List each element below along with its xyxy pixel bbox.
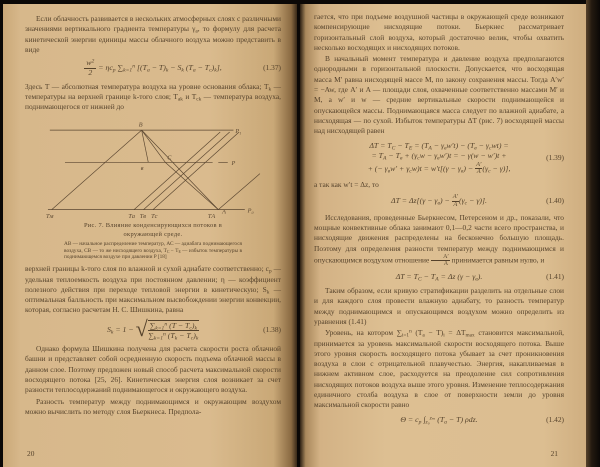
paragraph: Если облачность развивается в нескольких атмосферных слоях с различными значениями вертикального градиента температуры $\gamma_а$, то формулу для расчета кинетической энергии единицы массы облачного воздуха можно представить в виде (25, 14, 281, 54)
paragraph: Исследования, проведенные Бьеркнесом, Петерсеном и др., показали, что мощные конвективные облака занимают 0,1—0,2 части всего пространства, и нисходящие движения распределены на бесконечно большую площадь. Поэтому для определения разности температур между поднимающимся и опускающимся воздухом отношение $\frac{A'}{A}$ принимается равным нулю, и (314, 212, 564, 268)
page-number: 21 (550, 449, 558, 458)
svg-text:C: C (167, 154, 172, 162)
equation-1-42 (314, 415, 564, 426)
sqrt-radical: √ $\sum_{k=1}^n$ $(T - T_с)_k$ $\sum_{k=1}^n$ $(T_k - T_с)_k$ (135, 315, 199, 342)
svg-text:P₁: P₁ (235, 128, 242, 136)
paragraph: Здесь T — абсолютная температура воздуха на уровне основания облака; $T_k$ — температуры на верхней границе k-того слоя; $T_{аk}$ и $T_{сk}$ — температура воздуха, поднимающегося от нижней до (25, 81, 281, 112)
equation-1-37 (25, 59, 281, 77)
equation-number: (1.37) (263, 63, 281, 73)
equation-number: (1.41) (546, 271, 564, 281)
right-page (300, 4, 586, 467)
paragraph: Однако формула Шишкина получена для расчета скорости роста облачной башни и представляет собой осредненную скорость подъема облачной массы в данном слое. Поэтому предложен новый способ расчета максимальной скорости восходящего потока [25, 26]. Кинетическая энергия слоя возникает за счет разности теплосодержаний поднимающегося и окружающего воздуха. (25, 344, 281, 395)
equation-1-38 (25, 315, 281, 342)
svg-text:Tа: Tа (128, 213, 135, 221)
equation-body: $\Theta = c_p$ $\int_{z_0}^{z_m}$ $(T_а - T)$ ρdz. (400, 414, 478, 426)
equation-1-39 (314, 141, 564, 176)
adiabat-lines (52, 131, 260, 211)
svg-text:Tв: Tв (139, 213, 146, 221)
left-page-content (3, 4, 297, 417)
svg-text:Tс: Tс (151, 213, 158, 221)
equation-number: (1.42) (546, 414, 564, 424)
equation-body: $\Delta T = T_С - T_А = \Delta z$ $(\gamma - \gamma_в)$. (395, 271, 483, 283)
svg-text:Tм: Tм (46, 213, 54, 221)
equation-number: (1.39) (546, 153, 564, 163)
left-page (3, 4, 297, 467)
svg-text:P₀: P₀ (247, 207, 254, 215)
equation-number: (1.38) (263, 324, 281, 334)
equation-lhs: $S_k = 1$ − (106, 324, 136, 336)
fraction: $\sum_{k=1}^n$ $(T - T_с)_k$ $\sum_{k=1}^n$ $(T_k - T_с)_k$ (148, 320, 199, 342)
equation-body: $\Delta T = \Delta z[(\gamma - \gamma_в)$ − $\frac{A'}{A}$ $(\gamma_с - \gamma)$]. (391, 193, 487, 208)
paragraph: В начальный момент температура и давление воздуха предполагаются однородными в горизонтальной плоскости. Допускается, что восходящая масса M′ равна нисходящей массе M, по закону сохранения массы. Тогда A′w′ = −Aw, где A′ и A — площади слоя, охваченные соответственно массами M′ и M, а w′ и w — средние вертикальные скорости поднимающейся и опускающейся массы. Поднимающаяся масса следует по влажной адиабате, а нисходящая — по сухой. Избыток температуры ΔT (рис. 7) восходящей массы над нисходящей равен (314, 54, 564, 136)
svg-text:B: B (138, 121, 143, 129)
fraction: $\frac{w^2}{2}$ (86, 58, 95, 78)
figure-legend: АВ — начальное распределение температур, АС — адиабата поднимающегося воздуха, СВ — то же нисходящего воздуха, $T_С - T_Е$ — избыток температуры в поднимающемся воздухе при давлении P [18] (64, 240, 243, 261)
paragraph: гается, что при подъеме воздушной частицы в окружающей среде возникают компенсирующие нисходящие потоки. Бьеркнес рассматривает горизонтальный слой воздуха, который достаточно велик, чтобы охватить несколько восходящих и нисходящих потоков. (314, 12, 564, 52)
equation-number: (1.40) (546, 196, 564, 206)
equation-line: = $T_А - T_в + (\gamma_сw - \gamma_вw')t$ = − γ(w − w′)t + (371, 151, 507, 162)
figure-7-diagram (38, 115, 268, 221)
svg-text:в: в (140, 165, 144, 173)
page-number: 20 (27, 449, 35, 458)
equation-body: = $\eta c_p$ $\sum_{k=1}^n$ [$(T_а - T)_k - S_k$ $(T_а - T_с)_k$], (96, 63, 222, 74)
right-page-content (300, 4, 586, 425)
book-edge-shadow (586, 0, 600, 467)
stratification-lines (142, 131, 219, 211)
paragraph: Разность температур между поднимающимся и окружающим воздухом можно вычислить по методу слоя Бьеркнеса. Предпола- (25, 396, 281, 416)
equation-1-41 (314, 272, 564, 283)
figure-caption: Рис. 7. Влияние конденсирующихся потоков в окружающей среде. (83, 222, 223, 238)
paragraph: а так как w′t = Δz, то (314, 179, 379, 189)
equation-line: $\Delta T = T_С - T_Е = (T_А - \gamma_вw't) - (T_в - \gamma_сwt)$ = (369, 140, 509, 152)
equation-1-40 (314, 194, 564, 208)
svg-text:P: P (231, 160, 236, 168)
paragraph: Таким образом, если кривую стратификации разделить на отдельные слои и для каждого слоя провести влажную адиабату, то разность температур между поднимающимся и опускающимся воздухом можно определить из уравнения (1.41) (314, 286, 564, 326)
svg-text:TА: TА (207, 213, 216, 221)
pressure-lines (48, 131, 245, 211)
figure-7 (25, 115, 281, 261)
figure-labels (46, 122, 254, 221)
equation-line: + (− $\gamma_вw' + \gamma_сw)t = w't[(\gamma - \gamma_в)$ − $\frac{A'}{A}$ $(\gamma_с - \gamma)$], (367, 160, 511, 176)
paragraph: верхней границы k-того слоя по влажной и сухой адиабате соответственно; $c_p$ — удельная теплоемкость воздуха при постоянном давлении; η — коэффициент полезного действия при переходе тепловой энергии в кинетическую; $S_k$ — оптимальная балльность при максимальном высвобождении энергии конвекции, которая, согласно расчетам Н. С. Шишкина, равна (25, 264, 281, 315)
svg-text:A: A (222, 208, 226, 216)
paragraph: Уровень, на котором $\sum_{i=1}^n$ $(T_а - T)_i = \Delta T_{max}$ становится максимальной, принимается за уровень максимальной скорости восходящего потока. Выше этого уровня скорость восходящего потока убывает за счет проникновения воздуха в слои с отрицательной плавучестью. Энергия, накапливаемая в нижнем активном слое, расходуется на преодоление сил сопротивления нисходящих потоков воздуха выше этого уровня. Изменение теплосодержания единичного столба воздуха в слое от поверхности земли до уровня максимальной скорости равно (314, 328, 565, 410)
